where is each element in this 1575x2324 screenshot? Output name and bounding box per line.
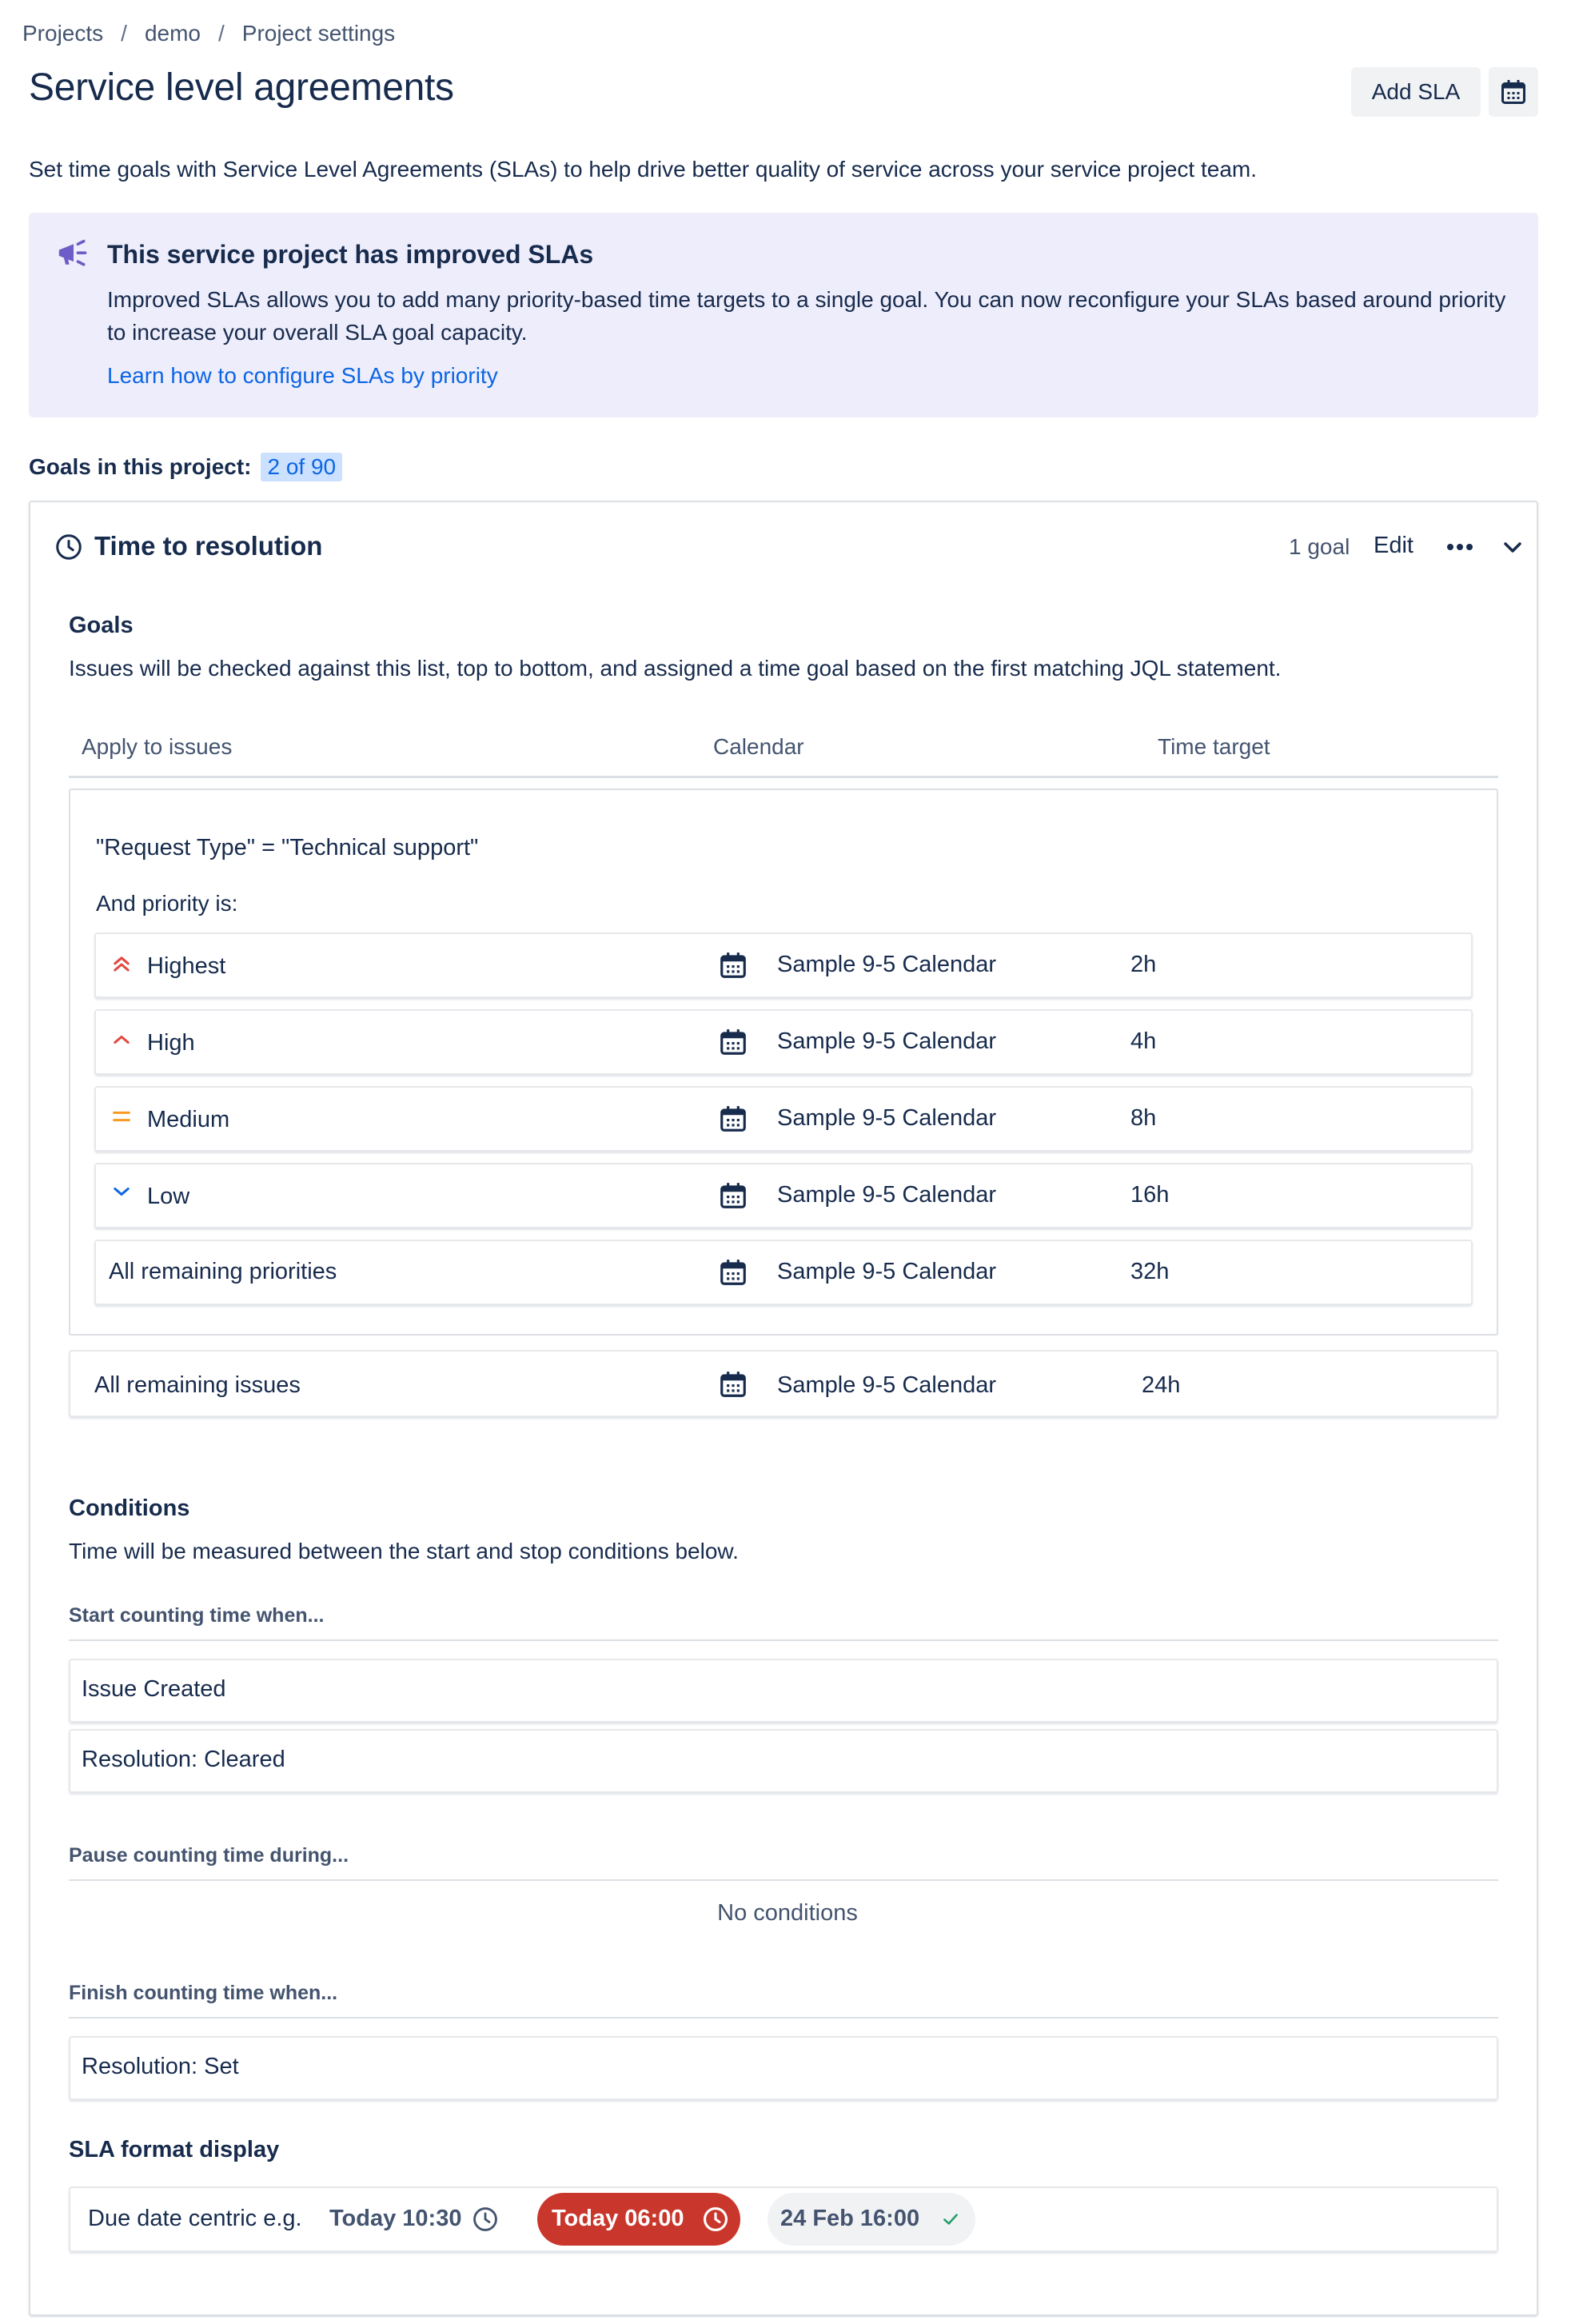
divider (69, 1879, 1498, 1881)
calendar-icon (718, 950, 748, 980)
start-condition-label: Resolution: Cleared (82, 1747, 285, 1772)
goals-count-badge: 2 of 90 (261, 453, 342, 481)
format-heading: SLA format display (69, 2137, 280, 2162)
time-target: 8h (1130, 1105, 1157, 1131)
calendar-name: Sample 9-5 Calendar (777, 1182, 997, 1208)
priority-name: All remaining priorities (109, 1259, 337, 1284)
priority-name: Highest (147, 953, 226, 979)
time-target: 32h (1130, 1259, 1170, 1284)
start-condition-item (69, 1659, 1498, 1723)
calendar-icon (718, 1369, 748, 1400)
time-target: 2h (1130, 952, 1157, 977)
calendar-name: Sample 9-5 Calendar (777, 1105, 997, 1131)
time-target: 4h (1130, 1028, 1157, 1054)
priority-name: Low (147, 1184, 190, 1209)
priority-label: And priority is: (96, 891, 238, 916)
divider (69, 776, 1498, 778)
clock-icon (472, 2206, 499, 2233)
calendar-icon (718, 1257, 748, 1288)
breadcrumb-separator: / (121, 21, 127, 46)
page-description: Set time goals with Service Level Agreements (SLAs) to help drive better quality of service across your service project team. (29, 157, 1258, 182)
priority-name: High (147, 1030, 195, 1056)
clock-icon (54, 533, 83, 561)
time-target: 16h (1130, 1182, 1170, 1208)
column-calendar: Calendar (713, 734, 804, 759)
megaphone-icon (56, 238, 91, 270)
finish-condition-label: Resolution: Set (82, 2054, 239, 2079)
format-example-breached: Today 06:00 (552, 2206, 684, 2231)
priority-low-icon (110, 1180, 133, 1203)
finish-conditions-heading: Finish counting time when... (69, 1982, 338, 2004)
page-title: Service level agreements (29, 66, 454, 109)
sla-title: Time to resolution (94, 531, 323, 561)
goals-description: Issues will be checked against this list, top to bottom, and assigned a time goal based on the first matching JQL statement. (69, 656, 1282, 681)
add-sla-button[interactable]: Add SLA (1351, 67, 1481, 117)
priority-highest-icon (110, 953, 133, 976)
calendar-icon (718, 1104, 748, 1134)
breadcrumb-projects[interactable]: Projects (22, 21, 104, 46)
time-target: 24h (1142, 1372, 1181, 1398)
calendar-name: Sample 9-5 Calendar (777, 1259, 997, 1284)
edit-sla-button[interactable]: Edit (1374, 533, 1414, 558)
banner-body: Improved SLAs allows you to add many priority-based time targets to a single goal. You can now reconfigure your SLAs based around priority to increase your overall SLA goal capacity. (107, 287, 1506, 345)
start-conditions-heading: Start counting time when... (69, 1604, 325, 1627)
breadcrumb-demo[interactable]: demo (144, 21, 201, 46)
breadcrumb (22, 21, 395, 46)
no-conditions-text: No conditions (717, 1900, 858, 1926)
breadcrumb-separator: / (217, 21, 225, 46)
banner-title: This service project has improved SLAs (107, 240, 594, 269)
priority-name: Medium (147, 1107, 230, 1132)
calendar-icon (718, 1027, 748, 1057)
more-options-icon[interactable] (1444, 534, 1476, 560)
finish-condition-item (69, 2036, 1498, 2100)
calendar-icon (718, 1180, 748, 1211)
divider (69, 1639, 1498, 1641)
conditions-description: Time will be measured between the start and stop conditions below. (69, 1539, 739, 1563)
pause-conditions-heading: Pause counting time during... (69, 1844, 349, 1867)
goals-count-label: Goals in this project: (29, 454, 252, 479)
jql-statement: "Request Type" = "Technical support" (96, 835, 479, 861)
clock-icon (702, 2206, 729, 2233)
format-label: Due date centric e.g. (88, 2206, 302, 2231)
format-example-met: 24 Feb 16:00 (780, 2206, 920, 2231)
goal-count: 1 goal (1289, 534, 1350, 559)
calendar-settings-button[interactable] (1489, 67, 1538, 117)
chevron-down-icon[interactable] (1501, 537, 1524, 557)
checkmark-icon (940, 2209, 961, 2230)
conditions-heading: Conditions (69, 1495, 190, 1521)
column-time-target: Time target (1158, 734, 1270, 759)
configure-slas-link[interactable]: Learn how to configure SLAs by priority (107, 363, 498, 388)
calendar-name: Sample 9-5 Calendar (777, 1372, 997, 1398)
calendar-name: Sample 9-5 Calendar (777, 952, 997, 977)
breadcrumb-project-settings[interactable]: Project settings (241, 21, 396, 46)
priority-high-icon (110, 1028, 133, 1051)
calendar-icon (1499, 78, 1528, 106)
column-apply-to-issues: Apply to issues (82, 734, 233, 759)
goals-heading: Goals (69, 613, 134, 638)
start-condition-label: Issue Created (82, 1676, 226, 1702)
format-example-ongoing: Today 10:30 (329, 2206, 462, 2231)
divider (69, 2017, 1498, 2019)
calendar-name: Sample 9-5 Calendar (777, 1028, 997, 1054)
remaining-issues-label: All remaining issues (94, 1372, 301, 1398)
priority-medium-icon (110, 1105, 133, 1128)
goals-count (29, 453, 342, 481)
